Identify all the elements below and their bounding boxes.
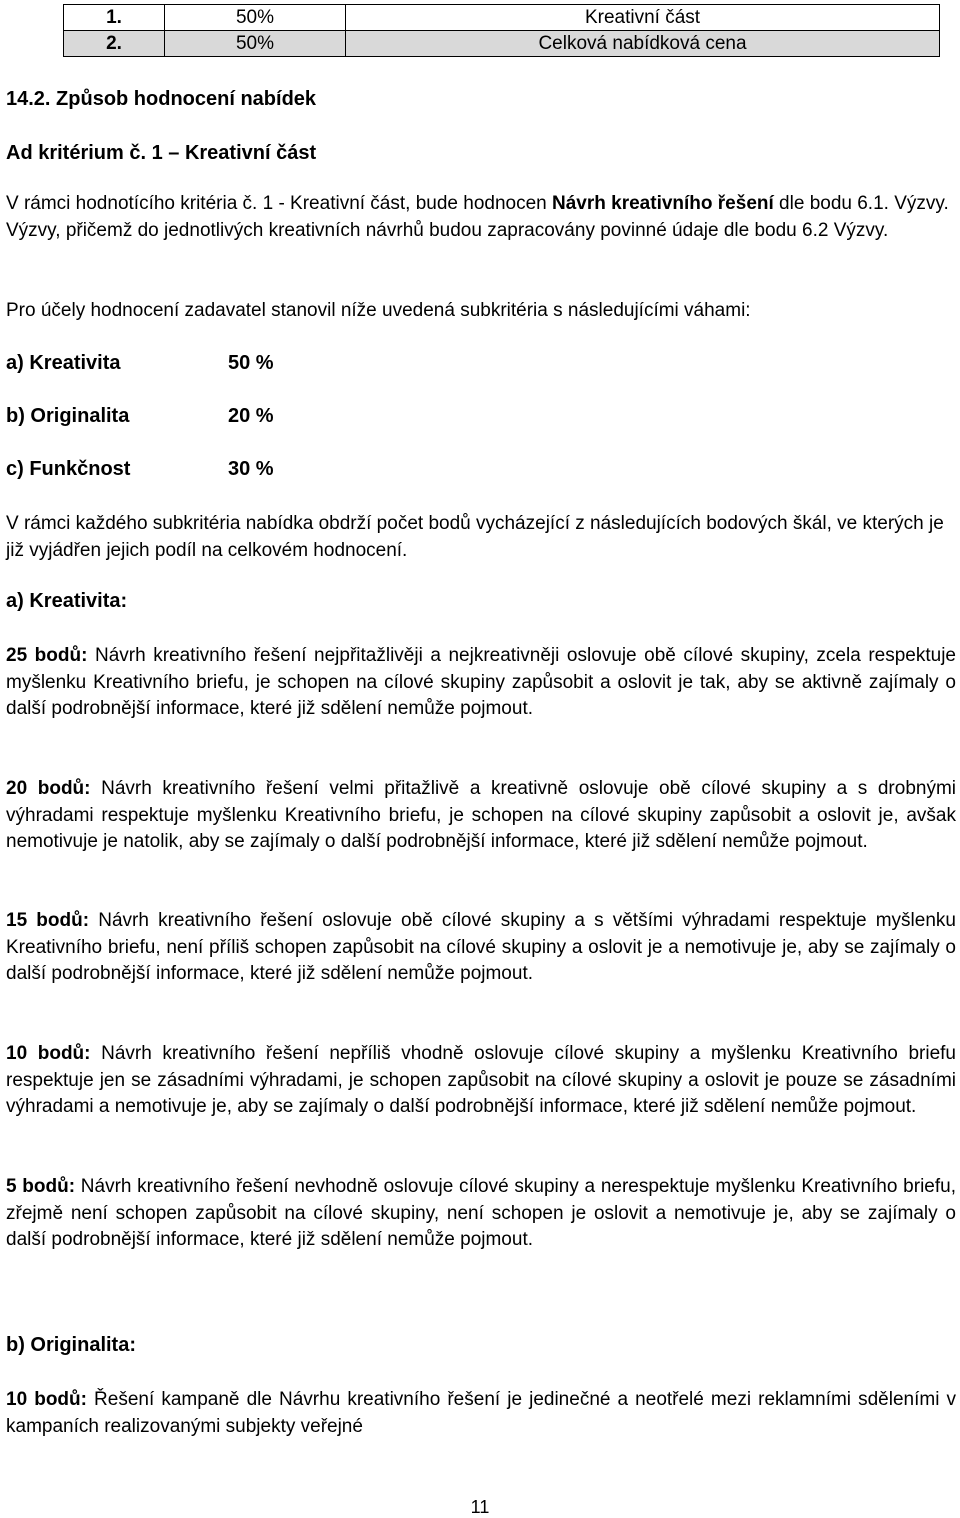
criteria-row-2 — [64, 31, 940, 57]
subcriterion-label: c) Funkčnost — [6, 458, 131, 480]
kreativita-heading: a) Kreativita: — [6, 590, 128, 612]
criteria-name: Celková nabídková cena — [346, 31, 940, 57]
subcriterion-label: a) Kreativita — [6, 352, 121, 374]
score-item — [6, 776, 956, 856]
score-points: 25 bodů: — [6, 645, 88, 666]
score-item — [6, 1174, 956, 1254]
subcriterion-weight: 50 % — [228, 352, 274, 374]
originalita-heading: b) Originalita: — [6, 1334, 136, 1356]
score-item — [6, 1041, 956, 1121]
page-number: 11 — [470, 1497, 490, 1517]
score-item — [6, 1387, 956, 1440]
intro-paragraph — [6, 191, 956, 244]
scale-intro: V rámci každého subkritéria nabídka obdrží počet bodů vycházející z následujících bodových škál, ve kterých je již vyjádřen jejich podíl na celkovém hodnocení. — [6, 513, 944, 561]
criteria-row-1 — [64, 5, 940, 31]
score-text: Návrh kreativního řešení oslovuje obě cílové skupiny a s většími výhradami respektuje myšlenku Kreativního briefu, není příliš schopen zapůsobit na cílové skupiny a oslovit je a nemotivuje je, aby se zajímaly o další podrobnější informace, které již sdělení nemůže pojmout. — [6, 910, 956, 984]
intro-bold: Návrh kreativního řešení — [552, 193, 774, 214]
intro-text-end: dle bodu 6.1. Výzvy. Výzvy, přičemž do jednotlivých kreativních návrhů budou zapracovány povinné údaje dle bodu 6.2 Výzvy. — [6, 193, 949, 241]
score-item — [6, 643, 956, 723]
score-text: Návrh kreativního řešení nevhodně oslovuje cílové skupiny a nerespektuje myšlenku Kreativního briefu, zřejmě není schopen zapůsobit na cílové skupiny, není schopen je oslovit a nemotivuje je, aby se zajímaly o další podrobnější informace, které již sdělení nemůže pojmout. — [6, 1176, 956, 1250]
criteria-weight: 50% — [165, 31, 346, 57]
subcriterion-weight: 20 % — [228, 405, 274, 427]
criteria-table — [63, 4, 940, 57]
score-text: Řešení kampaně dle Návrhu kreativního řešení je jedinečné a neotřelé mezi reklamními sděleními v kampaních realizovanými subjekty veřejné — [6, 1389, 956, 1437]
score-text: Návrh kreativního řešení nejpřitažlivěji a nejkreativněji oslovuje obě cílové skupiny, zcela respektuje myšlenku Kreativního briefu, je schopen na cílové skupiny zapůsobit a oslovit je tak, aby se aktivně zajímaly o další podrobnější informace, které již sdělení nemůže pojmout. — [6, 645, 956, 719]
score-text: Návrh kreativního řešení nepříliš vhodně oslovuje cílové skupiny a myšlenku Kreativního briefu respektuje jen se zásadními výhradami, je schopen zapůsobit na cílové skupiny a oslovit je pouze se zásadními výhradami a nemotivuje je, aby se zajímaly o další podrobnější informace, které již sdělení nemůže pojmout. — [6, 1043, 956, 1117]
score-points: 15 bodů: — [6, 910, 90, 931]
score-points: 5 bodů: — [6, 1176, 76, 1197]
intro-text: V rámci hodnotícího kritéria č. 1 - Kreativní část, bude hodnocen — [6, 193, 553, 214]
score-points: 10 bodů: — [6, 1043, 91, 1064]
score-text: Návrh kreativního řešení velmi přitažlivě a kreativně oslovuje obě cílové skupiny a s drobnými výhradami respektuje myšlenku Kreativního briefu, je schopen na cílové skupiny zapůsobit a oslovit je, avšak nemotivuje je natolik, aby se zajímaly o další podrobnější informace, které již sdělení nemůže pojmout. — [6, 778, 956, 852]
criteria-num: 2. — [64, 31, 165, 57]
subcriterion-label: b) Originalita — [6, 405, 130, 427]
score-item — [6, 908, 956, 988]
criteria-weight: 50% — [165, 5, 346, 31]
criteria-num: 1. — [64, 5, 165, 31]
score-points: 20 bodů: — [6, 778, 91, 799]
section-heading: 14.2. Způsob hodnocení nabídek — [6, 88, 317, 110]
ad-criterion-heading: Ad kritérium č. 1 – Kreativní část — [6, 142, 317, 164]
subcriteria-intro: Pro účely hodnocení zadavatel stanovil níže uvedená subkritéria s následujícími váhami: — [6, 300, 751, 321]
score-points: 10 bodů: — [6, 1389, 87, 1410]
subcriterion-weight: 30 % — [228, 458, 274, 480]
criteria-name: Kreativní část — [346, 5, 940, 31]
